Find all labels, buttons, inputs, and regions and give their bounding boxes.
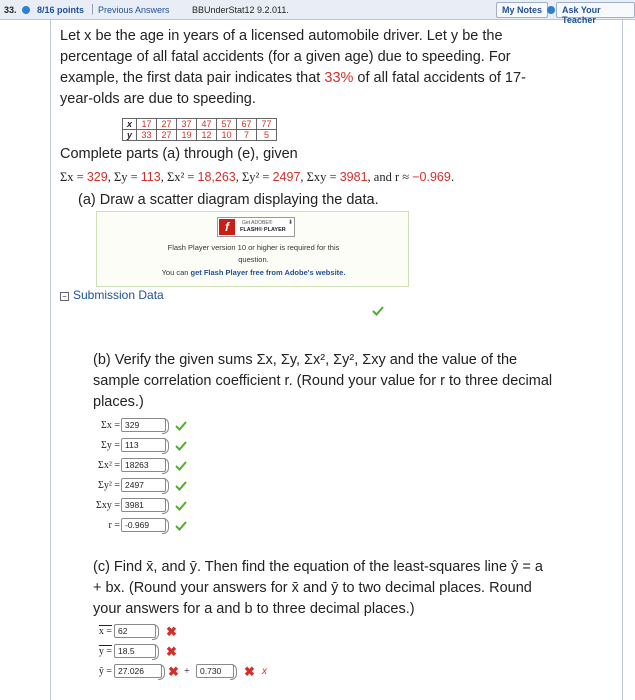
flash-message — [97, 268, 410, 277]
submission-data-label: Submission Data — [73, 288, 164, 302]
check-icon — [175, 520, 187, 532]
get-flash-player-button[interactable] — [217, 217, 295, 237]
sum-value: −0.969 — [412, 170, 451, 184]
xbar-input[interactable]: 62 — [114, 624, 156, 638]
sum-label: . — [450, 170, 455, 184]
flash-logo-text: Get ADOBE® — [242, 220, 273, 226]
sum-label: , and r ≈ — [367, 170, 413, 184]
xbar-label — [90, 626, 112, 637]
sum-y2-input[interactable]: 2497 — [121, 478, 166, 492]
intro-line-2: percentage of all fatal accidents (for a given age) due to speeding. For — [60, 49, 511, 65]
table-cell: 7 — [237, 130, 257, 141]
table-cell: 19 — [177, 130, 197, 141]
check-icon — [175, 440, 187, 452]
sum-label: Σx = — [60, 170, 87, 184]
a-input[interactable]: 27.026 — [114, 664, 162, 678]
incorrect-icon: ✖ — [244, 664, 255, 679]
sum-x-input[interactable]: 329 — [121, 418, 166, 432]
table-row — [123, 119, 277, 130]
sum-y-label: Σy = — [101, 440, 120, 451]
flash-message: question. — [238, 255, 269, 264]
previous-answers-link[interactable]: Previous Answers — [98, 5, 170, 15]
x-header: x — [123, 119, 137, 130]
table-cell: 27 — [157, 119, 177, 130]
sum-label: , Σy = — [107, 170, 141, 184]
score-status-icon — [22, 6, 30, 14]
x-variable: x — [262, 666, 267, 677]
plus-sign: + — [184, 666, 190, 677]
table-cell: 12 — [197, 130, 217, 141]
r-label: r = — [108, 520, 120, 531]
download-arrow-icon: ⬇ — [288, 220, 294, 226]
incorrect-icon: ✖ — [166, 644, 177, 659]
sum-x-label: Σx = — [101, 420, 120, 431]
flash-message: Flash Player version 10 or higher is required for this — [167, 243, 340, 252]
sum-label: , Σy² = — [235, 170, 273, 184]
r-input[interactable]: -0.969 — [121, 518, 166, 532]
table-cell: 37 — [177, 119, 197, 130]
check-icon — [175, 480, 187, 492]
instructions: Complete parts (a) through (e), given — [60, 146, 298, 162]
part-b-line-1: (b) Verify the given sums Σx, Σy, Σx², Σy², Σxy and the value of the — [93, 352, 518, 368]
intro-percentage: 33% — [324, 70, 354, 86]
intro-text: example, the first data pair indicates that — [60, 70, 325, 86]
check-icon — [175, 460, 187, 472]
table-row — [123, 130, 277, 141]
adobe-website-link[interactable]: get Flash Player free from Adobe's website. — [190, 268, 346, 277]
check-icon — [175, 500, 187, 512]
sum-value: 113 — [140, 170, 161, 184]
flash-logo-text: FLASH® PLAYER — [240, 227, 286, 233]
points-score: 8/16 points — [37, 5, 85, 15]
part-b-line-3: places.) — [93, 394, 144, 410]
flash-message-text: You can — [161, 268, 191, 277]
part-a-prompt: (a) Draw a scatter diagram displaying the data. — [78, 192, 379, 208]
y-header: y — [123, 130, 137, 141]
incorrect-icon: ✖ — [166, 624, 177, 639]
part-b-line-2: sample correlation coefficient r. (Round your value for r to three decimal — [93, 373, 553, 389]
ybar-label — [90, 646, 112, 657]
sum-value: 3981 — [339, 170, 368, 184]
ask-teacher-button[interactable]: Ask Your Teacher — [556, 2, 635, 18]
b-input[interactable]: 0.730 — [196, 664, 234, 678]
incorrect-icon: ✖ — [168, 664, 179, 679]
separator: | — [91, 3, 94, 15]
ybar-label-text: y = — [98, 646, 112, 657]
sum-value: 18,263 — [197, 170, 236, 184]
intro-line-1: Let x be the age in years of a licensed automobile driver. Let y be the — [60, 28, 503, 44]
table-cell: 27 — [157, 130, 177, 141]
sum-y-input[interactable]: 113 — [121, 438, 166, 452]
table-cell: 17 — [137, 119, 157, 130]
sum-xy-label: Σxy = — [96, 500, 120, 511]
table-cell: 67 — [237, 119, 257, 130]
data-table — [122, 118, 277, 141]
sum-value: 2497 — [272, 170, 301, 184]
submission-data-toggle[interactable] — [60, 288, 164, 302]
my-notes-button[interactable]: My Notes — [496, 2, 548, 18]
table-cell: 57 — [217, 119, 237, 130]
sum-y2-label: Σy² = — [98, 480, 120, 491]
check-icon — [372, 305, 384, 317]
sum-xy-input[interactable]: 3981 — [121, 498, 166, 512]
part-c-line-1: (c) Find x̄, and ȳ. Then find the equation of the least-squares line ŷ = a — [93, 559, 543, 575]
sum-value: 329 — [86, 170, 108, 184]
table-cell: 5 — [257, 130, 277, 141]
sum-label: , Σx² = — [160, 170, 198, 184]
intro-text: of all fatal accidents of 17- — [353, 70, 526, 86]
question-number: 33. — [4, 5, 17, 15]
xbar-label-text: x = — [98, 626, 112, 637]
question-header-bar — [0, 0, 635, 25]
table-cell: 10 — [217, 130, 237, 141]
given-sums — [60, 170, 454, 185]
plus-icon — [547, 6, 555, 14]
part-c-line-2: + bx. (Round your answers for x̄ and ȳ to two decimal places. Round — [93, 580, 532, 596]
intro-line-4: year-olds are due to speeding. — [60, 91, 256, 107]
assignment-id: BBUnderStat12 9.2.011. — [192, 5, 289, 15]
intro-line-3 — [60, 68, 526, 89]
sum-x2-label: Σx² = — [98, 460, 120, 471]
part-c-line-3: your answers for a and b to three decimal places.) — [93, 601, 415, 617]
check-icon — [175, 420, 187, 432]
table-cell: 77 — [257, 119, 277, 130]
flash-player-notice — [96, 211, 409, 287]
flash-logo-icon: f — [219, 219, 235, 235]
table-cell: 47 — [197, 119, 217, 130]
sum-label: , Σxy = — [300, 170, 340, 184]
sum-x2-input[interactable]: 18263 — [121, 458, 166, 472]
ybar-input[interactable]: 18.5 — [114, 644, 156, 658]
table-cell: 33 — [137, 130, 157, 141]
collapse-icon[interactable]: − — [60, 292, 69, 301]
yhat-label: ŷ = — [98, 666, 112, 677]
